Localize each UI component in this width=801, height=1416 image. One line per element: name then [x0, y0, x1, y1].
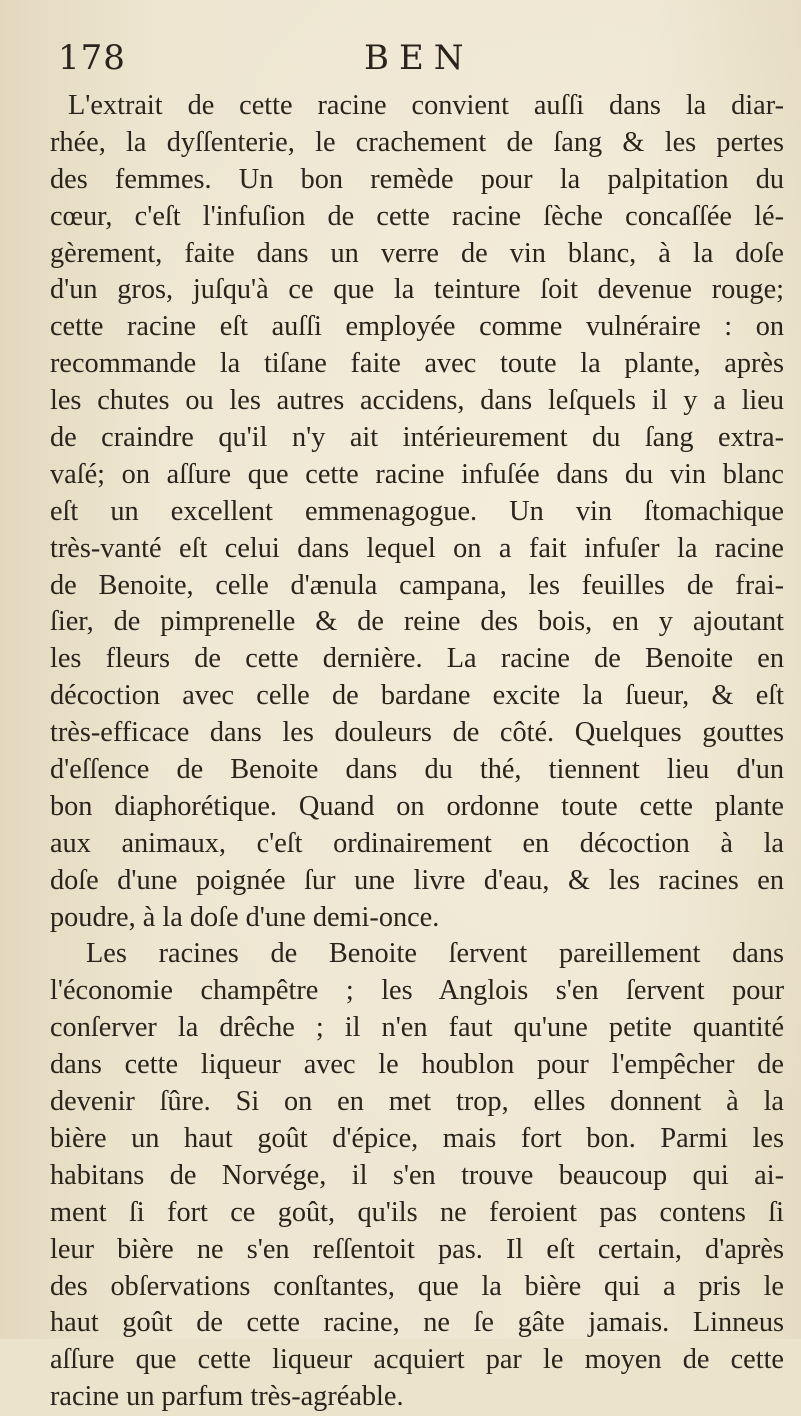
text-line: des femmes. Un bon remède pour la palpitation du — [50, 163, 784, 195]
text-line: de Benoite, celle d'ænula campana, les feuilles de frai- — [50, 569, 784, 601]
running-head: BEN — [364, 38, 474, 78]
text-line: rhée, la dyſſenterie, le crachement de ſang & les pertes — [50, 126, 784, 158]
text-line: leur bière ne s'en reſſentoit pas. Il eſt certain, d'après — [50, 1233, 784, 1265]
text-line: poudre, à la doſe d'une demi-once. — [50, 901, 440, 933]
text-line: cette racine eſt auſſi employée comme vulnéraire : on — [50, 311, 784, 343]
text-line: ment ſi fort ce goût, qu'ils ne feroient pas contens ſi — [50, 1196, 784, 1228]
text-line: L'extrait de cette racine convient auſſi dans la diar- — [68, 90, 784, 121]
text-line: Les racines de Benoite ſervent pareillement dans — [86, 938, 784, 970]
text-line: très-efficace dans les douleurs de côté. Quelques gouttes — [50, 717, 784, 749]
body-text — [50, 88, 784, 1416]
text-line: cœur, c'eſt l'infuſion de cette racine ſèche concaſſée lé- — [50, 200, 784, 232]
text-line: habitans de Norvége, il s'en trouve beaucoup qui ai- — [50, 1159, 784, 1191]
page-header — [0, 38, 801, 88]
page-number: 178 — [58, 38, 126, 78]
text-line: bière un haut goût d'épice, mais fort bon. Parmi les — [50, 1122, 784, 1154]
text-line: dans cette liqueur avec le houblon pour l'empêcher de — [50, 1049, 784, 1081]
text-line: les chutes ou les autres accidens, dans leſquels il y a lieu — [50, 385, 784, 417]
text-line: l'économie champêtre ; les Anglois s'en ſervent pour — [50, 975, 784, 1007]
text-line: conſerver la drêche ; il n'en faut qu'une petite quantité — [50, 1012, 784, 1044]
text-line: d'un gros, juſqu'à ce que la teinture ſoit devenue rouge; — [50, 274, 784, 306]
text-line: vaſé; on aſſure que cette racine infuſée dans du vin blanc — [50, 458, 784, 490]
text-line: devenir ſûre. Si on en met trop, elles donnent à la — [50, 1086, 784, 1118]
text-line: décoction avec celle de bardane excite la ſueur, & eſt — [50, 680, 784, 712]
text-line: racine un parfum très-agréable. — [50, 1381, 404, 1413]
text-line: doſe d'une poignée ſur une livre d'eau, & les racines en — [50, 864, 784, 896]
text-line: de craindre qu'il n'y ait intérieurement du ſang extra- — [50, 422, 784, 454]
text-line: bon diaphorétique. Quand on ordonne toute cette plante — [50, 790, 784, 822]
text-line: haut goût de cette racine, ne ſe gâte jamais. Linneus — [50, 1307, 784, 1339]
text-line: très-vanté eſt celui dans lequel on a fait infuſer la racine — [50, 532, 784, 564]
text-line: eſt un excellent emmenagogue. Un vin ſtomachique — [50, 495, 784, 527]
text-line: les fleurs de cette dernière. La racine de Benoite en — [50, 643, 784, 675]
text-line: aſſure que cette liqueur acquiert par le moyen de cette — [50, 1344, 784, 1376]
text-line: d'eſſence de Benoite dans du thé, tiennent lieu d'un — [50, 754, 784, 786]
text-line: aux animaux, c'eſt ordinairement en décoction à la — [50, 827, 784, 859]
text-line: gèrement, faite dans un verre de vin blanc, à la doſe — [50, 237, 784, 269]
text-line: des obſervations conſtantes, que la bière qui a pris le — [50, 1270, 784, 1302]
text-line: recommande la tiſane faite avec toute la plante, après — [50, 348, 784, 380]
text-line: ſier, de pimprenelle & de reine des bois, en y ajoutant — [50, 606, 784, 638]
